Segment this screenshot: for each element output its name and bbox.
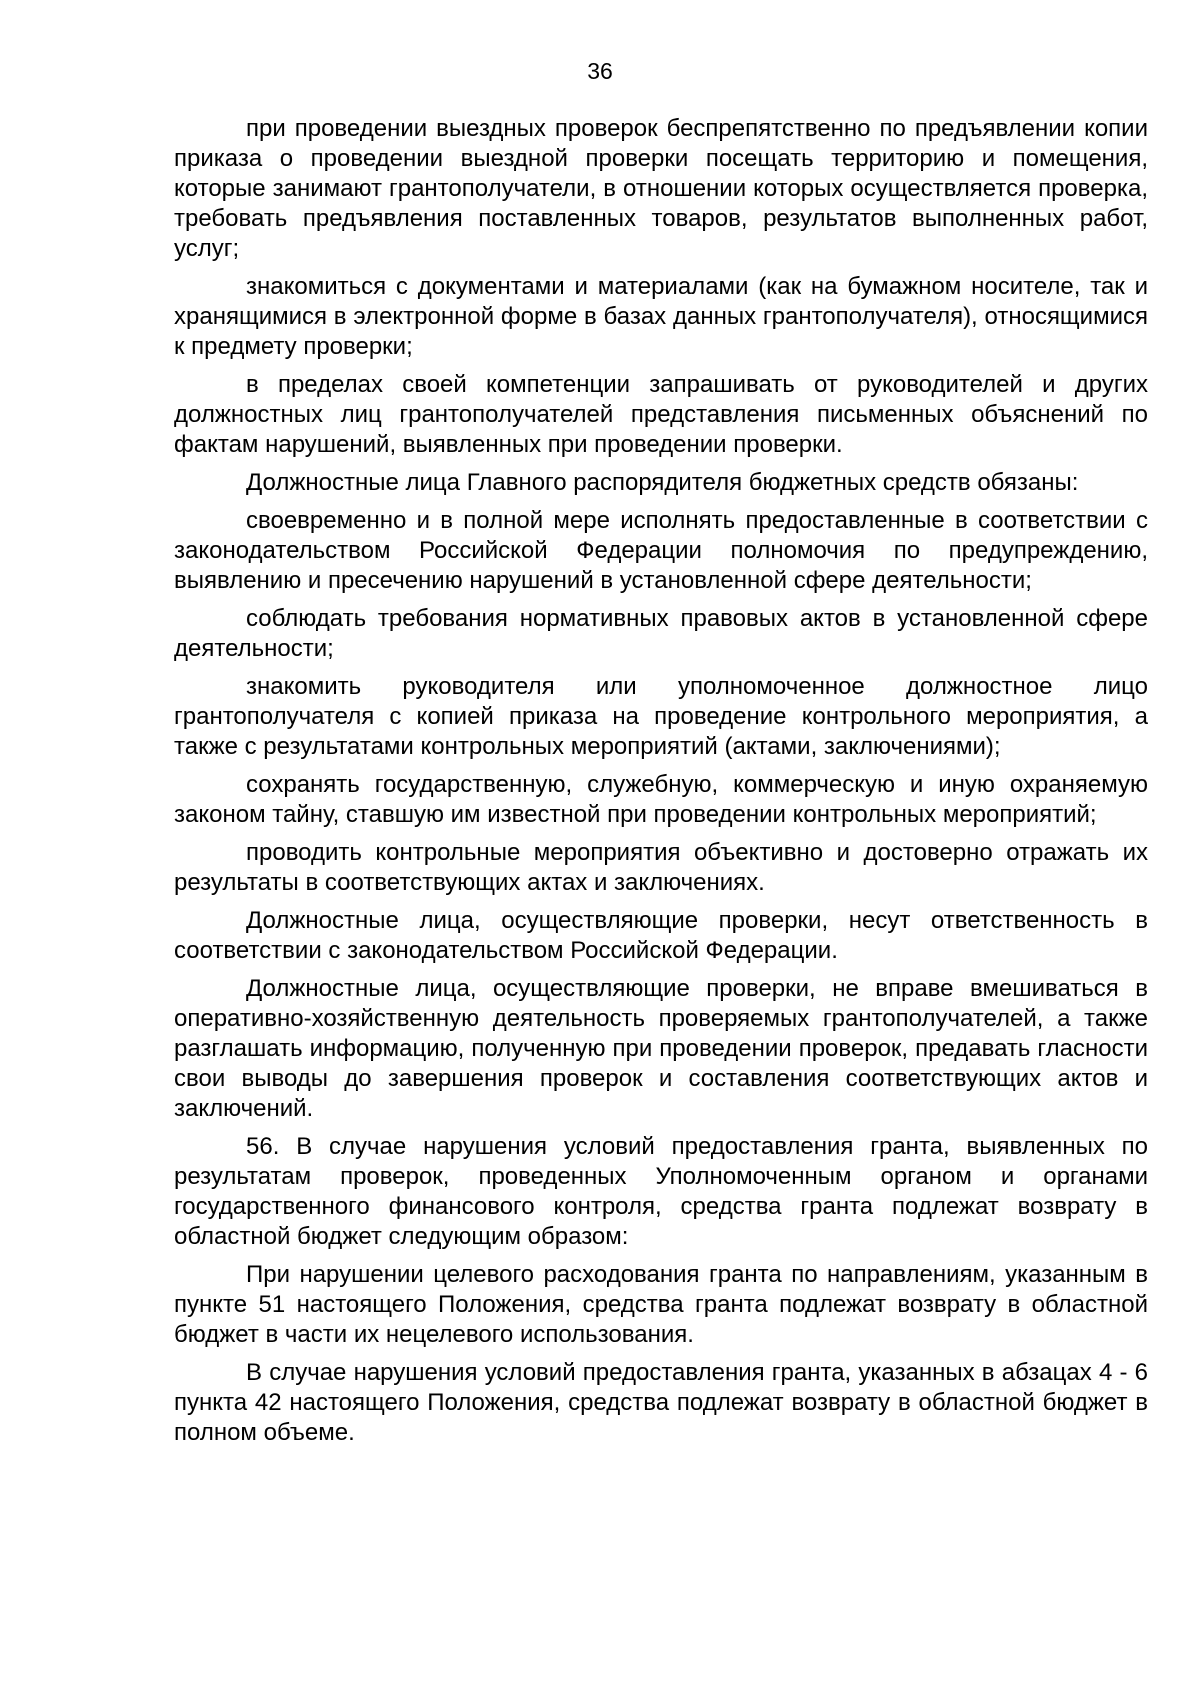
paragraph: знакомить руководителя или уполномоченное должностное лицо грантополучателя с копией приказа на проведение контрольного мероприятия, а также с результатами контрольных мероприятий (актами, заключениями); xyxy=(174,673,1148,760)
paragraph: Должностные лица, осуществляющие проверки, не вправе вмешиваться в оперативно-хозяйственную деятельность проверяемых грантополучателей, а также разглашать информацию, полученную при проведении проверок, предавать гласности свои выводы до завершения проверок и составления соответствующих актов и заключений. xyxy=(174,975,1148,1122)
paragraph: своевременно и в полной мере исполнять предоставленные в соответствии с законодательством Российской Федерации полномочия по предупреждению, выявлению и пресечению нарушений в установленной сфере деятельности; xyxy=(174,507,1148,594)
paragraph: в пределах своей компетенции запрашивать от руководителей и других должностных лиц грантополучателей представления письменных объяснений по фактам нарушений, выявленных при проведении проверки. xyxy=(174,371,1148,458)
paragraph: при проведении выездных проверок беспрепятственно по предъявлении копии приказа о проведении выездной проверки посещать территорию и помещения, которые занимают грантополучатели, в отношении которых осуществляется проверка, требовать предъявления поставленных товаров, результатов выполненных работ, услуг; xyxy=(174,115,1148,262)
paragraph: При нарушении целевого расходования гранта по направлениям, указанным в пункте 51 настоящего Положения, средства гранта подлежат возврату в областной бюджет в части их нецелевого использования. xyxy=(174,1261,1148,1348)
document-body xyxy=(174,114,1148,1456)
paragraph: Должностные лица, осуществляющие проверки, несут ответственность в соответствии с законодательством Российской Федерации. xyxy=(174,907,1148,964)
paragraph: сохранять государственную, служебную, коммерческую и иную охраняемую законом тайну, ставшую им известной при проведении контрольных мероприятий; xyxy=(174,771,1148,828)
paragraph: проводить контрольные мероприятия объективно и достоверно отражать их результаты в соответствующих актах и заключениях. xyxy=(174,839,1148,896)
paragraph: 56. В случае нарушения условий предоставления гранта, выявленных по результатам проверок, проведенных Уполномоченным органом и органами государственного финансового контроля, средства гранта подлежат возврату в областной бюджет следующим образом: xyxy=(174,1133,1148,1250)
paragraph: соблюдать требования нормативных правовых актов в установленной сфере деятельности; xyxy=(174,605,1148,662)
page-number: 36 xyxy=(587,58,613,84)
paragraph: Должностные лица Главного распорядителя бюджетных средств обязаны: xyxy=(246,469,1079,496)
paragraph: знакомиться с документами и материалами (как на бумажном носителе, так и хранящимися в электронной форме в базах данных грантополучателя), относящимися к предмету проверки; xyxy=(174,273,1148,360)
paragraph: В случае нарушения условий предоставления гранта, указанных в абзацах 4 - 6 пункта 42 настоящего Положения, средства подлежат возврату в областной бюджет в полном объеме. xyxy=(174,1359,1148,1446)
